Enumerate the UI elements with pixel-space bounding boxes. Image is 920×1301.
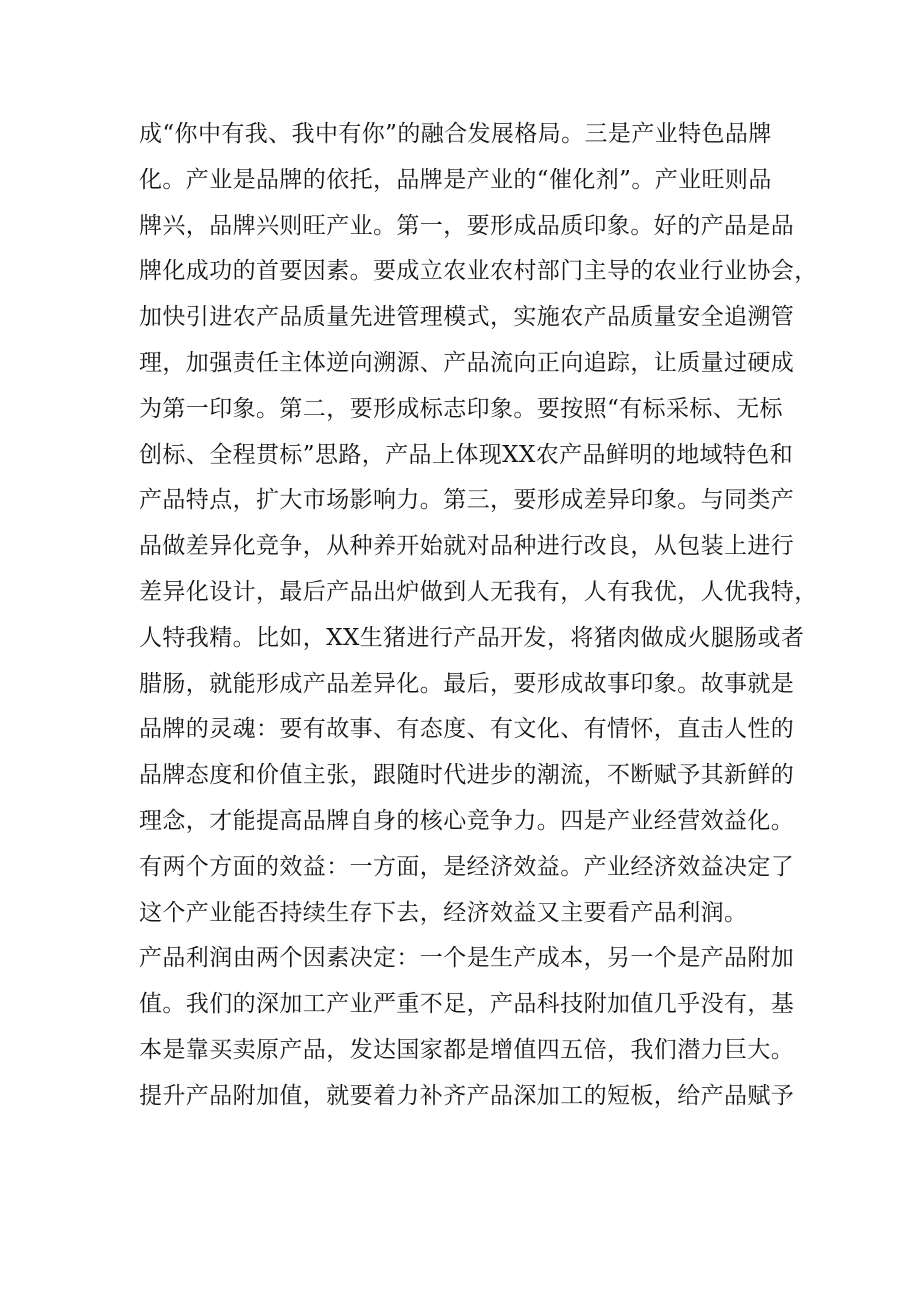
text-line: 品牌的灵魂：要有故事、有态度、有文化、有情怀，直击人性的: [139, 716, 795, 743]
text-line: 化。产业是品牌的依托，品牌是产业的“催化剂”。产业旺则品: [139, 166, 772, 193]
text-line: 产品特点，扩大市场影响力。第三，要形成差异印象。与同类产: [139, 487, 795, 514]
text-line: 品牌态度和价值主张，跟随时代进步的潮流，不断赋予其新鲜的: [139, 762, 795, 789]
text-line: 品做差异化竞争，从种养开始就对品种进行改良，从包装上进行: [139, 533, 795, 560]
text-line: 成“你中有我、我中有你”的融合发展格局。三是产业特色品牌: [139, 121, 772, 147]
text-line: 人特我精。比如，XX生猪进行产品开发，将猪肉做成火腿肠或者: [139, 624, 805, 651]
text-line: 理念，才能提高品牌自身的核心竞争力。四是产业经营效益化。: [139, 807, 795, 834]
text-line: 本是靠买卖原产品，发达国家都是增值四五倍，我们潜力巨大。: [139, 1036, 795, 1063]
text-line: 创标、全程贯标”思路，产品上体现XX农产品鲜明的地域特色和: [139, 441, 794, 468]
body-text: [139, 112, 818, 1120]
text-line: 提升产品附加值，就要着力补齐产品深加工的短板，给产品赋予: [139, 1082, 795, 1109]
text-line: 产品利润由两个因素决定：一个是生产成本，另一个是产品附加: [139, 945, 795, 972]
text-line: 为第一印象。第二，要形成标志印象。要按照“有标采标、无标: [139, 395, 783, 422]
text-line: 有两个方面的效益：一方面，是经济效益。产业经济效益决定了: [139, 853, 795, 880]
text-line: 差异化设计，最后产品出炉做到人无我有，人有我优，人优我特，: [139, 578, 818, 605]
text-line: 加快引进农产品质量先进管理模式，实施农产品质量安全追溯管: [139, 304, 795, 331]
text-line: 这个产业能否持续生存下去，经济效益又主要看产品利润。: [139, 899, 748, 926]
text-line: 理，加强责任主体逆向溯源、产品流向正向追踪，让质量过硬成: [139, 349, 795, 376]
text-line: 值。我们的深加工产业严重不足，产品科技附加值几乎没有，基: [139, 991, 795, 1018]
text-line: 牌化成功的首要因素。要成立农业农村部门主导的农业行业协会，: [139, 258, 818, 285]
text-line: 牌兴，品牌兴则旺产业。第一，要形成品质印象。好的产品是品: [139, 212, 795, 239]
text-line: 腊肠，就能形成产品差异化。最后，要形成故事印象。故事就是: [139, 670, 795, 697]
